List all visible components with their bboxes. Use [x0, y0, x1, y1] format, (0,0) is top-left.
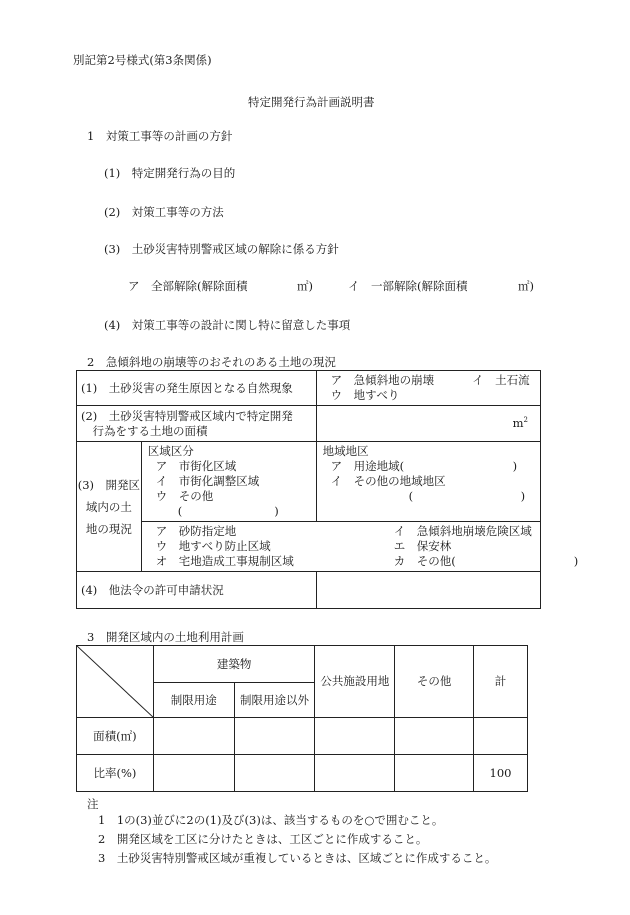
cause-option-debris-flow: イ 土石流	[472, 373, 530, 387]
section-1-item-4: (4) 対策工事等の設計に関し特に留意した事項	[104, 318, 351, 332]
restricted-use-header: 制限用途	[153, 683, 234, 718]
section-1-item-3: (3) 土砂災害特別警戒区域の解除に係る方針	[104, 242, 339, 256]
note-3: 3 土砂災害特別警戒区域が重複しているときは、区域ごとに作成すること。	[98, 851, 497, 865]
cause-label-cell	[77, 371, 317, 406]
district-heading: 地域地区	[322, 444, 369, 458]
ratio-total-cell: 100	[474, 755, 528, 792]
public-facility-header: 公共施設用地	[315, 646, 395, 718]
ratio-restricted-cell	[153, 755, 234, 792]
area-label-cell	[77, 406, 317, 442]
area-restricted-cell	[153, 718, 234, 755]
district-option-other: イ その他の地域地区	[330, 474, 446, 488]
designation-sabo: ア 砂防指定地	[155, 524, 237, 538]
area-label-line-1: (2) 土砂災害特別警戒区域内で特定開発	[81, 408, 293, 423]
cause-option-steep-slope: ア 急傾斜地の崩壊	[330, 373, 435, 387]
area-total-cell	[474, 718, 528, 755]
area-non-restricted-cell	[234, 718, 315, 755]
document-title: 特定開発行為計画説明書	[248, 95, 375, 109]
designation-steep-slope: イ 急傾斜地崩壊危険区域	[393, 524, 532, 538]
zone-option-urbanization-control: イ 市街化調整区域	[155, 474, 260, 488]
section-1-heading: 1 対策工事等の計画の方針	[87, 129, 233, 143]
area-row-label: 面積(㎡)	[77, 718, 154, 755]
land-condition-table	[76, 370, 579, 609]
district-other-open: (	[408, 489, 414, 503]
area-value-cell	[316, 406, 540, 442]
ratio-public-cell	[315, 755, 395, 792]
option-partial-release-unit: ㎡)	[518, 279, 534, 293]
district-other-close: )	[520, 489, 526, 503]
designation-cell	[141, 522, 579, 572]
form-id: 別記第2号様式(第3条関係)	[73, 53, 212, 67]
diagonal-line	[77, 646, 154, 718]
cause-options-cell	[316, 371, 540, 406]
total-header: 計	[474, 646, 528, 718]
land-use-table	[76, 645, 528, 792]
permits-label: (4) 他法令の許可申請状況	[81, 582, 224, 597]
district-cell	[316, 442, 540, 522]
zone-option-other: ウ その他	[155, 489, 214, 503]
diagonal-header-cell	[77, 646, 154, 718]
district-use-zone-close: )	[512, 459, 518, 473]
zone-other-paren: ( )	[177, 504, 279, 518]
note-1: 1 1の(3)並びに2の(1)及び(3)は、該当するものを○で囲むこと。	[98, 813, 444, 827]
other-header: その他	[395, 646, 474, 718]
ratio-non-restricted-cell	[234, 755, 315, 792]
designation-other-close: )	[573, 554, 579, 568]
area-label-line-2: 行為をする土地の面積	[81, 423, 208, 438]
option-full-release-unit: ㎡)	[297, 279, 313, 293]
ratio-row-label: 比率(%)	[77, 755, 154, 792]
designation-residential-land: オ 宅地造成工事規制区域	[155, 554, 294, 568]
designation-forest-reserve: エ 保安林	[393, 539, 452, 553]
building-header: 建築物	[153, 646, 315, 683]
cause-option-landslide: ウ 地すべり	[330, 388, 400, 402]
current-condition-label-cell	[77, 442, 142, 572]
section-3-heading: 3 開発区域内の土地利用計画	[87, 630, 244, 644]
permits-label-cell	[77, 572, 317, 609]
area-public-cell	[315, 718, 395, 755]
current-condition-label-3: 地の現況	[85, 521, 132, 536]
option-partial-release: イ 一部解除(解除面積	[348, 279, 468, 293]
section-1-item-1: (1) 特定開発行為の目的	[104, 166, 236, 180]
option-full-release: ア 全部解除(解除面積	[128, 279, 248, 293]
note-2: 2 開発区域を工区に分けたときは、工区ごとに作成すること。	[98, 832, 428, 846]
designation-landslide-prevention: ウ 地すべり防止区域	[155, 539, 271, 553]
cause-label: (1) 土砂災害の発生原因となる自然現象	[81, 380, 293, 395]
district-option-use-zone: ア 用途地域(	[330, 459, 405, 473]
section-2-heading: 2 急傾斜地の崩壊等のおそれのある土地の現況	[87, 355, 336, 369]
zone-heading: 区域区分	[147, 444, 194, 458]
area-other-cell	[395, 718, 474, 755]
zone-classification-cell	[141, 442, 316, 522]
designation-other: カ その他(	[393, 554, 456, 568]
current-condition-label-1: (3) 開発区	[77, 477, 141, 492]
ratio-other-cell	[395, 755, 474, 792]
permits-value-cell	[316, 572, 540, 609]
notes-label: 注	[87, 797, 99, 811]
current-condition-label-2: 域内の土	[85, 499, 132, 514]
area-unit: m	[512, 416, 524, 430]
section-1-item-2: (2) 対策工事等の方法	[104, 205, 224, 219]
non-restricted-use-header: 制限用途以外	[234, 683, 315, 718]
zone-option-urbanization: ア 市街化区域	[155, 459, 237, 473]
area-unit-sup: 2	[523, 416, 528, 425]
